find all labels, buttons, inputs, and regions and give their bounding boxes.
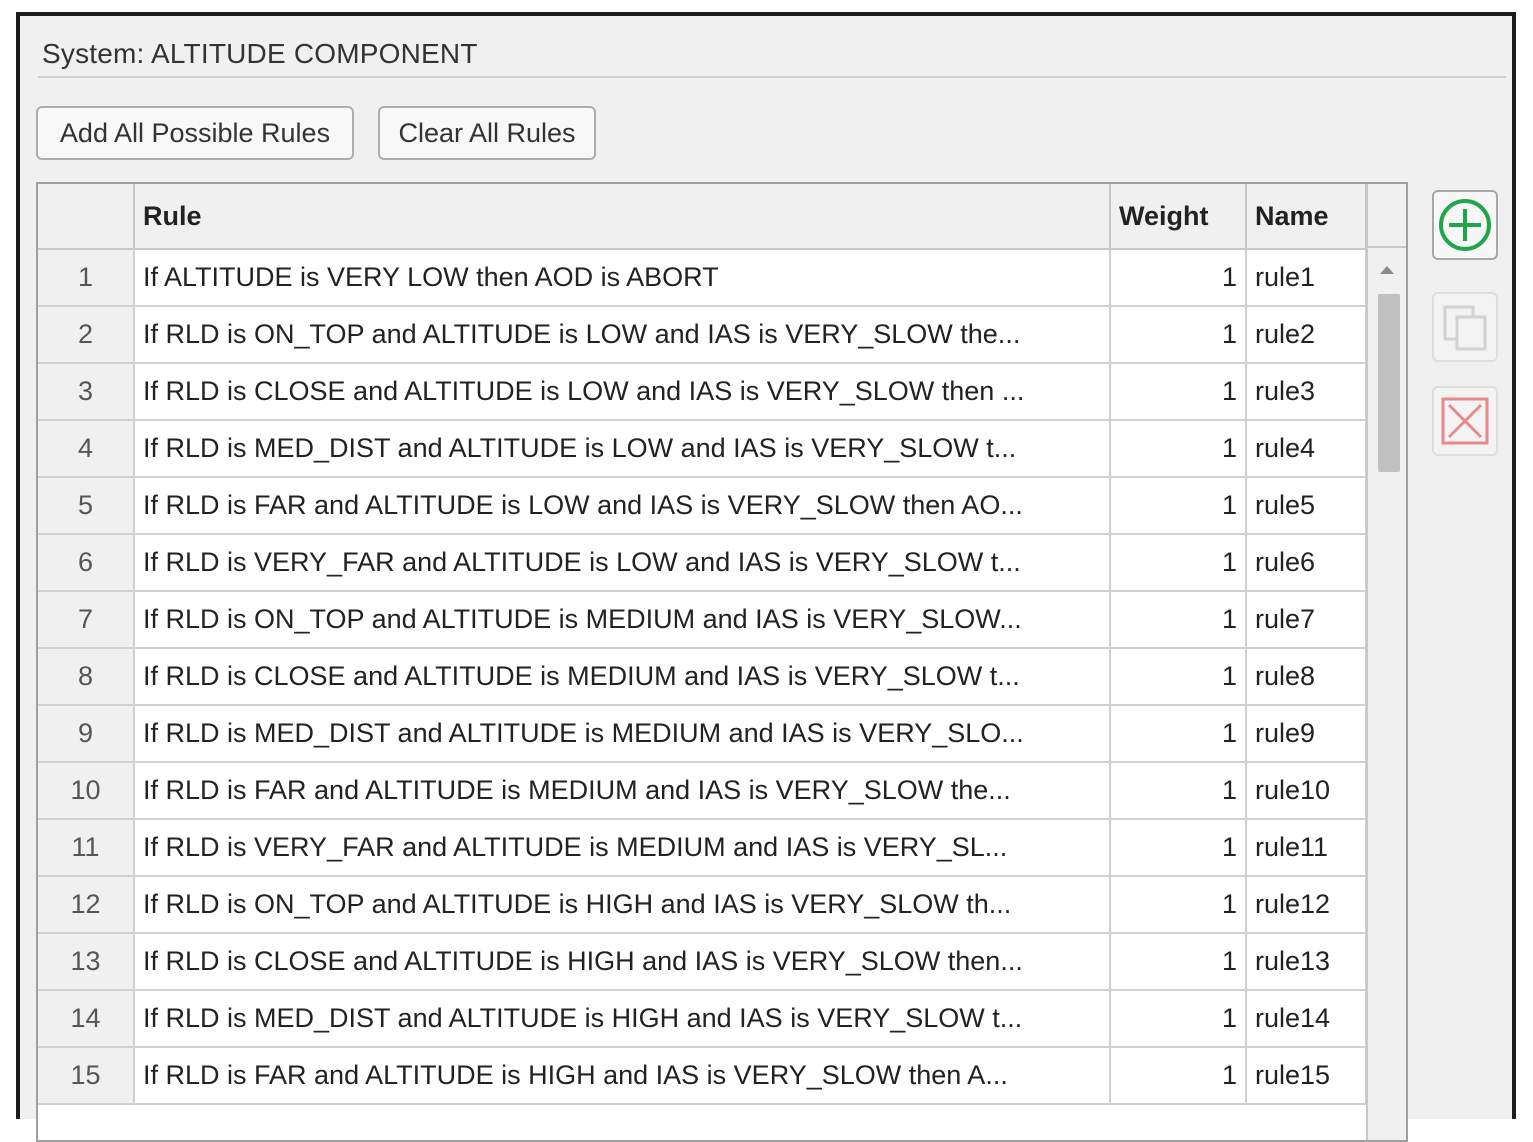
delete-x-icon (1437, 393, 1493, 449)
scroll-up-arrow-icon[interactable] (1380, 266, 1394, 274)
name-column-header[interactable]: Name (1246, 184, 1366, 249)
weight-cell[interactable]: 1 (1110, 762, 1246, 819)
system-title: System: ALTITUDE COMPONENT (42, 38, 478, 69)
index-column-header[interactable] (38, 184, 134, 249)
rules-table (36, 182, 1408, 1142)
weight-cell[interactable]: 1 (1110, 648, 1246, 705)
table-row[interactable] (38, 705, 1366, 762)
rule-name-cell[interactable]: rule1 (1246, 249, 1366, 306)
row-index-cell: 3 (38, 363, 134, 420)
table-row[interactable] (38, 363, 1366, 420)
weight-cell[interactable]: 1 (1110, 876, 1246, 933)
rule-name-cell[interactable]: rule2 (1246, 306, 1366, 363)
rule-cell[interactable]: If RLD is MED_DIST and ALTITUDE is MEDIUM and IAS is VERY_SLO... (134, 705, 1110, 762)
weight-cell[interactable]: 1 (1110, 249, 1246, 306)
copy-rule-button[interactable] (1432, 292, 1498, 362)
row-index-cell: 6 (38, 534, 134, 591)
rule-cell[interactable]: If RLD is MED_DIST and ALTITUDE is LOW and IAS is VERY_SLOW t... (134, 420, 1110, 477)
rule-cell[interactable]: If RLD is VERY_FAR and ALTITUDE is LOW and IAS is VERY_SLOW t... (134, 534, 1110, 591)
add-rule-button[interactable] (1432, 190, 1498, 260)
rule-cell[interactable]: If RLD is CLOSE and ALTITUDE is LOW and IAS is VERY_SLOW then ... (134, 363, 1110, 420)
row-index-cell: 1 (38, 249, 134, 306)
delete-rule-button[interactable] (1432, 386, 1498, 456)
row-index-cell: 14 (38, 990, 134, 1047)
clear-all-rules-button[interactable]: Clear All Rules (378, 106, 596, 160)
rule-name-cell[interactable]: rule12 (1246, 876, 1366, 933)
rule-cell[interactable]: If RLD is ON_TOP and ALTITUDE is LOW and IAS is VERY_SLOW the... (134, 306, 1110, 363)
title-divider (38, 76, 1506, 78)
row-index-cell: 10 (38, 762, 134, 819)
table-row[interactable] (38, 306, 1366, 363)
row-index-cell: 13 (38, 933, 134, 990)
rule-name-cell[interactable]: rule14 (1246, 990, 1366, 1047)
row-index-cell: 8 (38, 648, 134, 705)
weight-cell[interactable]: 1 (1110, 1047, 1246, 1104)
weight-cell[interactable]: 1 (1110, 534, 1246, 591)
table-row[interactable] (38, 876, 1366, 933)
rule-name-cell[interactable]: rule8 (1246, 648, 1366, 705)
table-row[interactable] (38, 819, 1366, 876)
weight-cell[interactable]: 1 (1110, 306, 1246, 363)
row-index-cell: 15 (38, 1047, 134, 1104)
rule-cell[interactable]: If RLD is FAR and ALTITUDE is HIGH and IAS is VERY_SLOW then A... (134, 1047, 1110, 1104)
row-index-cell: 2 (38, 306, 134, 363)
table-header-row (38, 184, 1366, 249)
weight-cell[interactable]: 1 (1110, 819, 1246, 876)
rule-name-cell[interactable]: rule13 (1246, 933, 1366, 990)
rule-name-cell[interactable]: rule3 (1246, 363, 1366, 420)
rule-cell[interactable]: If RLD is FAR and ALTITUDE is MEDIUM and IAS is VERY_SLOW the... (134, 762, 1110, 819)
rule-name-cell[interactable]: rule11 (1246, 819, 1366, 876)
weight-cell[interactable]: 1 (1110, 990, 1246, 1047)
rule-editor-panel (16, 12, 1516, 1119)
weight-cell[interactable]: 1 (1110, 363, 1246, 420)
row-index-cell: 12 (38, 876, 134, 933)
table-row[interactable] (38, 933, 1366, 990)
scrollbar-header-spacer (1368, 184, 1406, 248)
row-index-cell: 7 (38, 591, 134, 648)
rule-cell[interactable]: If RLD is ON_TOP and ALTITUDE is MEDIUM and IAS is VERY_SLOW... (134, 591, 1110, 648)
table-row[interactable] (38, 420, 1366, 477)
weight-cell[interactable]: 1 (1110, 420, 1246, 477)
vertical-scrollbar[interactable] (1366, 184, 1406, 1142)
rule-cell[interactable]: If RLD is CLOSE and ALTITUDE is HIGH and IAS is VERY_SLOW then... (134, 933, 1110, 990)
weight-cell[interactable]: 1 (1110, 591, 1246, 648)
row-index-cell: 5 (38, 477, 134, 534)
table-row[interactable] (38, 477, 1366, 534)
rule-name-cell[interactable]: rule4 (1246, 420, 1366, 477)
rule-cell[interactable]: If RLD is FAR and ALTITUDE is LOW and IAS is VERY_SLOW then AO... (134, 477, 1110, 534)
rule-cell[interactable]: If ALTITUDE is VERY LOW then AOD is ABORT (134, 249, 1110, 306)
weight-column-header[interactable]: Weight (1110, 184, 1246, 249)
row-index-cell: 9 (38, 705, 134, 762)
table-row[interactable] (38, 591, 1366, 648)
rule-name-cell[interactable]: rule10 (1246, 762, 1366, 819)
rule-cell[interactable]: If RLD is ON_TOP and ALTITUDE is HIGH and IAS is VERY_SLOW th... (134, 876, 1110, 933)
plus-circle-icon (1437, 197, 1493, 253)
weight-cell[interactable]: 1 (1110, 477, 1246, 534)
table-row[interactable] (38, 534, 1366, 591)
table-row[interactable] (38, 762, 1366, 819)
rule-cell[interactable]: If RLD is VERY_FAR and ALTITUDE is MEDIUM and IAS is VERY_SL... (134, 819, 1110, 876)
row-index-cell: 4 (38, 420, 134, 477)
rule-name-cell[interactable]: rule6 (1246, 534, 1366, 591)
table-row[interactable] (38, 990, 1366, 1047)
scrollbar-thumb[interactable] (1378, 294, 1400, 472)
weight-cell[interactable]: 1 (1110, 933, 1246, 990)
copy-icon (1437, 299, 1493, 355)
row-index-cell: 11 (38, 819, 134, 876)
weight-cell[interactable]: 1 (1110, 705, 1246, 762)
rule-name-cell[interactable]: rule7 (1246, 591, 1366, 648)
rule-cell[interactable]: If RLD is CLOSE and ALTITUDE is MEDIUM and IAS is VERY_SLOW t... (134, 648, 1110, 705)
rule-name-cell[interactable]: rule15 (1246, 1047, 1366, 1104)
rule-column-header[interactable]: Rule (134, 184, 1110, 249)
table-row[interactable] (38, 1047, 1366, 1104)
add-all-possible-rules-button[interactable]: Add All Possible Rules (36, 106, 354, 160)
rule-name-cell[interactable]: rule5 (1246, 477, 1366, 534)
rule-name-cell[interactable]: rule9 (1246, 705, 1366, 762)
table-row[interactable] (38, 249, 1366, 306)
table-row[interactable] (38, 648, 1366, 705)
rule-cell[interactable]: If RLD is MED_DIST and ALTITUDE is HIGH and IAS is VERY_SLOW t... (134, 990, 1110, 1047)
